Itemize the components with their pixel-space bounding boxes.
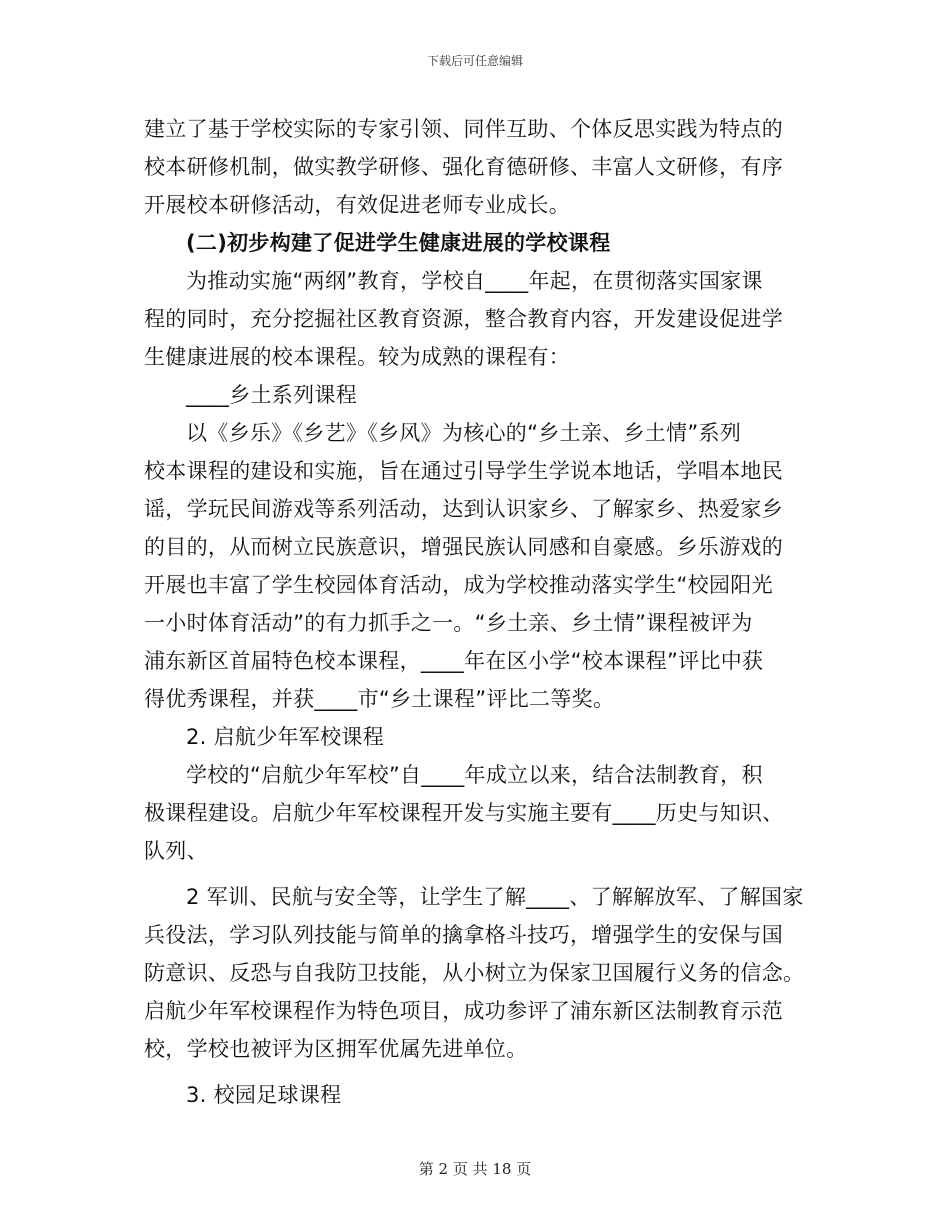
paragraph-line: 防意识、反恐与自我防卫技能，从小树立为保家卫国履行义务的信念。 <box>144 961 805 985</box>
paragraph-line: 2 军训、民航与安全等，让学生了解____、了解解放军、了解国家 <box>186 885 804 909</box>
document-body <box>144 110 812 1114</box>
paragraph-line: 队列、 <box>144 839 208 863</box>
paragraph-line: 为推动实施“两纲”教育，学校自____年起，在贯彻落实国家课 <box>186 269 763 293</box>
paragraph-line: 开展也丰富了学生校园体育活动，成为学校推动落实学生“校园阳光 <box>144 573 773 597</box>
paragraph-line: 一小时体育活动”的有力抓手之一。“乡土亲、乡土情”课程被评为 <box>144 611 753 635</box>
paragraph-line: 校本课程的建设和实施，旨在通过引导学生学说本地话，学唱本地民 <box>144 459 783 483</box>
paragraph-line: 校本研修机制，做实教学研修、强化育德研修、丰富人文研修，有序 <box>144 155 783 179</box>
section-heading: (二)初步构建了促进学生健康进展的学校课程 <box>186 231 611 255</box>
page-footer: 第 2 页 共 18 页 <box>418 1160 532 1178</box>
subsection-heading: 3. 校园足球课程 <box>186 1083 342 1107</box>
paragraph-line: 以《乡乐》《乡艺》《乡风》为核心的“乡土亲、乡土情”系列 <box>186 421 742 445</box>
paragraph-line: 浦东新区首届特色校本课程，____年在区小学“校本课程”评比中获 <box>144 649 764 673</box>
paragraph-line: 校，学校也被评为区拥军优属先进单位。 <box>144 1037 528 1061</box>
paragraph-line: 学校的“启航少年军校”自____年成立以来，结合法制教育，积 <box>186 763 763 787</box>
page-header: 下载后可任意编辑 <box>426 54 523 68</box>
paragraph-line: 启航少年军校课程作为特色项目，成功参评了浦东新区法制教育示范 <box>144 999 783 1023</box>
paragraph-line: 程的同时，充分挖掘社区教育资源，整合教育内容，开发建设促进学 <box>144 307 783 331</box>
paragraph-line: 兵役法，学习队列技能与简单的擒拿格斗技巧，增强学生的安保与国 <box>144 923 783 947</box>
paragraph-line: 建立了基于学校实际的专家引领、同伴互助、个体反思实践为特点的 <box>144 117 783 141</box>
paragraph-line: 谣，学玩民间游戏等系列活动，达到认识家乡、了解家乡、热爱家乡 <box>144 497 783 521</box>
paragraph-line: 的目的，从而树立民族意识，增强民族认同感和自豪感。乡乐游戏的 <box>144 535 783 559</box>
paragraph-line: 极课程建设。启航少年军校课程开发与实施主要有____历史与知识、 <box>144 801 784 825</box>
subsection-heading: 2. 启航少年军校课程 <box>186 725 385 749</box>
paragraph-line: 开展校本研修活动，有效促进老师专业成长。 <box>144 193 570 217</box>
paragraph-line: 生健康进展的校本课程。较为成熟的课程有： <box>144 345 570 369</box>
subsection-heading: ____乡土系列课程 <box>186 383 357 407</box>
paragraph-line: 得优秀课程，并获____市“乡土课程”评比二等奖。 <box>144 687 615 711</box>
